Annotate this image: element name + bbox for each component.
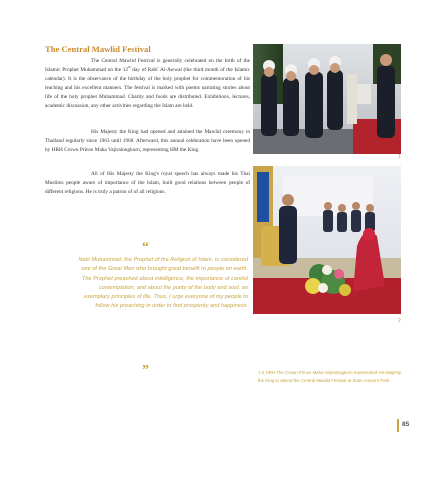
ceremony-photo-2 — [253, 166, 401, 314]
ordinal-suffix: th — [128, 65, 131, 70]
paragraph-2-text: His Majesty the King had opened and attained the Mawlid ceremony in Thailand regularly since 1963 until 1968. Afterward, this annual celebration have been opened by HRH Crown Prince Maha Vajiralongkorn, representing HM the King. — [45, 129, 250, 154]
page-number: 85 — [402, 421, 410, 428]
photo-number-1: 1 — [398, 154, 401, 160]
ceremony-photo-1 — [253, 44, 401, 154]
photo-number-2: 2 — [398, 318, 401, 324]
paragraph-2 — [45, 128, 250, 156]
close-quote-icon: ” — [142, 363, 149, 378]
page-number-bar — [397, 419, 399, 432]
paragraph-3 — [45, 170, 250, 198]
paragraph-1 — [45, 57, 250, 113]
article-title: The Central Mawlid Festival — [45, 44, 151, 54]
photo-caption: 1-2 HRH The Crown Prince Maha Vajiralongkorn represented His Majesty the King to attend the Central Mawlid Festival at Suan Amporn Park — [258, 370, 402, 383]
ceremony-photo-2-image — [253, 166, 401, 314]
paragraph-3-text: All of His Majesty the King's royal speech has always made his Thai Muslims people aware of importance of the Islam, built good relations between people of different religions. He is truly a patron of of all religions. — [45, 171, 250, 196]
paragraph-1-text-a: The Central Mawlid Festival is generally celebrated on the birth of the Islamic Prophet Muhammad on the 12 — [45, 58, 250, 74]
open-quote-icon: “ — [142, 240, 149, 255]
paragraph-1-text-b: day of Rabi' Al-Awwal (the third month of the Islamic calendar). It is the observance of the birthday of the holy prophet for commemoration of his teaching and his excellent manners. The festival is marked with poems narrating stories about life of the holy prophet Muhammad. Charity and foods are distributed. Exhibitions, lectures, academic discussion, any other activities regarding the Islam are held. — [45, 67, 251, 110]
ceremony-photo-1-image — [253, 44, 401, 154]
royal-speech-quote: Nabi Muhammad, the Prophet of the Religion of Islam, is considered one of the Great Men who brought great benefit to people on earth. The Prophet preached about intelligence, the importance of careful contemplation, and about the purity of the body and soul, an exemplary principles of life. Thus, I urge everyone of my people to follow his preaching in order to find prosperity and happiness. — [78, 257, 248, 310]
